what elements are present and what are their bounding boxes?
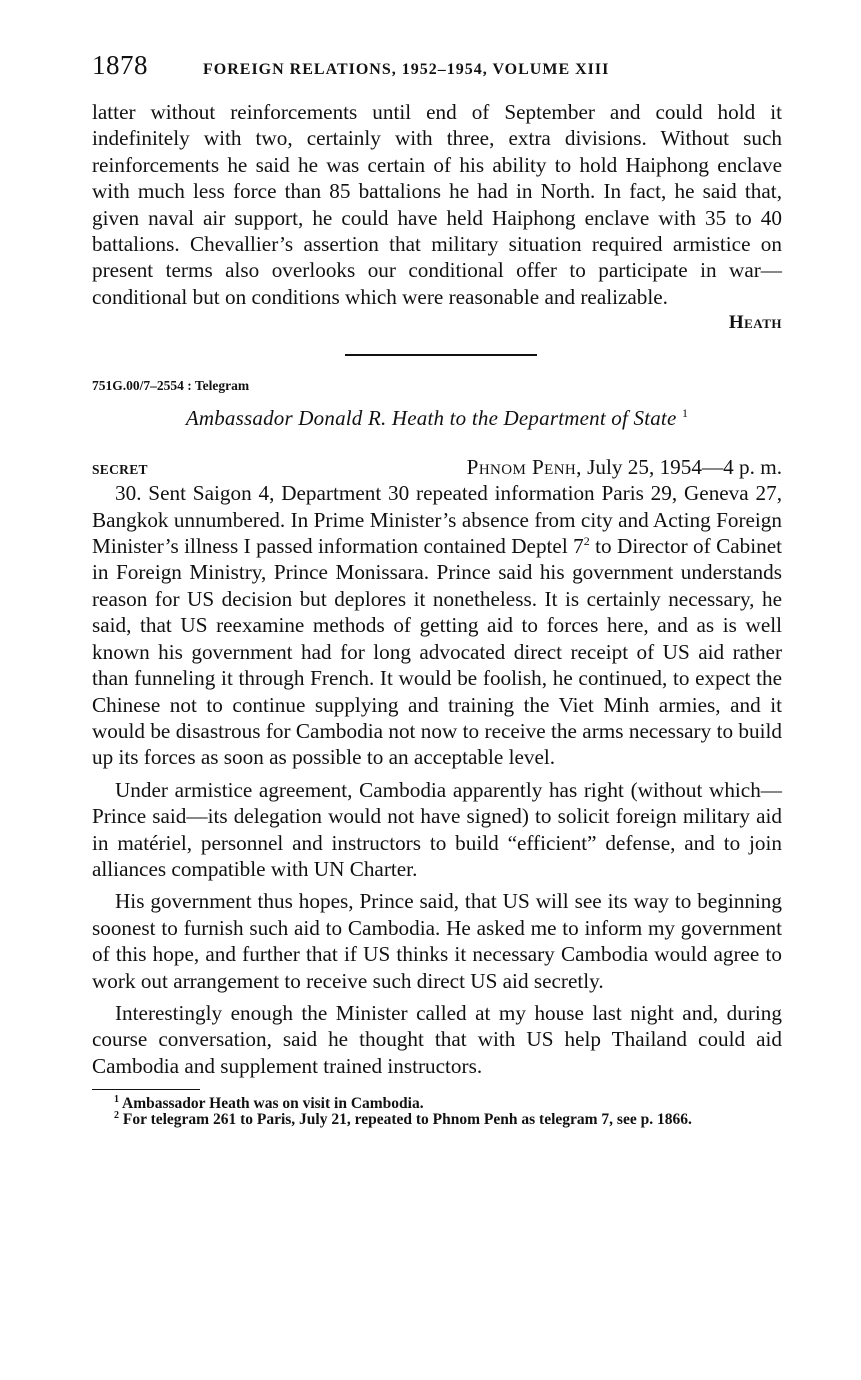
paragraph-1-text-a: 30. Sent Saigon 4, Department 30 repeated information Paris 29, Geneva 27, Bangkok unnumbered. In Prime Minister’s absence from city and Acting Foreign Minister’s illness I passed information contained Deptel 7	[92, 481, 782, 559]
dateline	[92, 455, 782, 480]
footnote-mark-1: 1	[681, 406, 689, 421]
document-page	[92, 50, 782, 1128]
body-paragraph-2: Under armistice agreement, Cambodia apparently has right (without which—Prince said—its delegation would not have signed) to solicit foreign military aid in matériel, personnel and instructors to build “efficient” defense, and to join alliances compatible with UN Charter.	[92, 777, 782, 881]
place-and-date	[467, 455, 782, 480]
footnote-2-text: For telegram 261 to Paris, July 21, repeated to Phnom Penh as telegram 7, see p. 1866.	[119, 1111, 692, 1129]
previous-document-closing-paragraph: latter without reinforcements until end of September and could hold it indefinitely with two, certainly with three, extra divisions. Without such reinforcements he said he was certain of his ability to hold Haiphong enclave with much less force than 85 battalions he had in North. In fact, he said that, given naval air support, he could have held Haiphong enclave with 35 to 40 battalions. Chevallier’s assertion that military situation required armistice on present terms also overlooks our conditional offer to participate in war—conditional but on conditions which were reasonable and realizable.	[92, 100, 782, 309]
footnote-rule	[92, 1089, 200, 1090]
footnote-2	[92, 1112, 782, 1128]
document-title-text: Ambassador Donald R. Heath to the Department of State	[185, 406, 677, 431]
file-reference: 751G.00/7–2554 : Telegram	[92, 378, 250, 394]
footnote-mark-2: 2	[583, 534, 590, 548]
page-number: 1878	[92, 50, 148, 80]
place: Phnom Penh,	[466, 455, 582, 480]
footnote-1	[92, 1096, 782, 1112]
document-title	[92, 406, 782, 431]
body-paragraph-1	[92, 480, 782, 770]
body-paragraph-4: Interestingly enough the Minister called at my house last night and, during course conversation, said he thought that with US help Thailand could aid Cambodia and supplement trained instructors.	[92, 1000, 782, 1078]
classification-marking: SECRET	[92, 462, 148, 478]
date: July 25, 1954—4 p. m.	[587, 455, 782, 480]
footnote-1-mark: 1	[114, 1094, 119, 1106]
signature: Heath	[728, 312, 782, 334]
paragraph-1-text-b: to Director of Cabinet in Foreign Ministry, Prince Monissara. Prince said his government understands reason for US decision but deplores it nonetheless. It is certainly necessary, he said, that US reexamine methods of getting aid to forces here, and as is well known his government had for long advocated direct receipt of US aid rather than funneling it through French. It would be foolish, he continued, to expect the Chinese not to continue supplying and training the Viet Minh armies, and it would be disastrous for Cambodia not now to receive the arms necessary to build up its forces as soon as possible to an acceptable level.	[92, 534, 782, 770]
document-separator-rule	[345, 354, 537, 356]
running-head	[92, 50, 782, 86]
journal-title: FOREIGN RELATIONS, 1952–1954, VOLUME XIII	[203, 61, 610, 78]
footnote-2-mark: 2	[114, 1110, 119, 1122]
body-paragraph-3: His government thus hopes, Prince said, that US will see its way to beginning soonest to furnish such aid to Cambodia. He asked me to inform my government of this hope, and further that if US thinks it necessary Cambodia would agree to work out arrangement to receive such direct US aid secretly.	[92, 889, 782, 993]
footnote-1-text: Ambassador Heath was on visit in Cambodia.	[119, 1095, 424, 1113]
